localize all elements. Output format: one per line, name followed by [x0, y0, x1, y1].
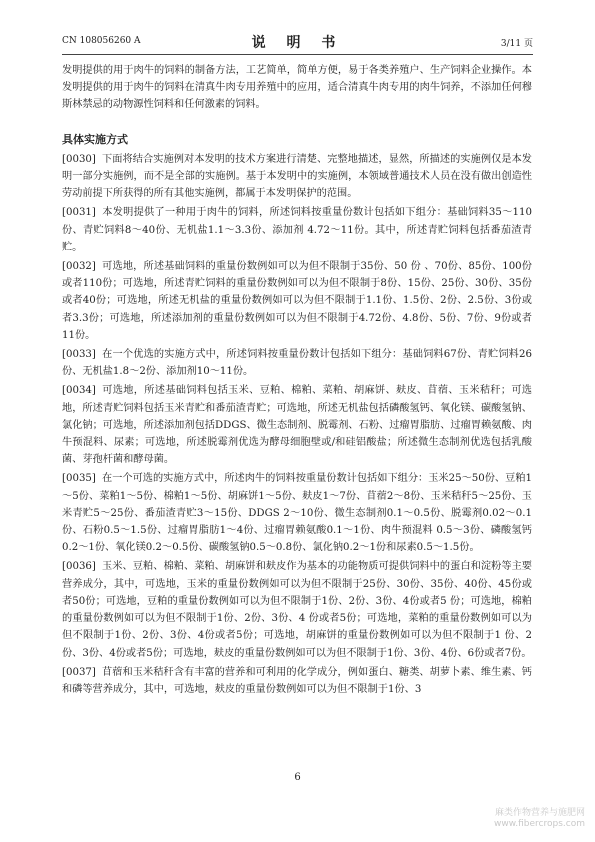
section-title: 具体实施方式 [62, 132, 128, 146]
patent-number: CN 108056260 A [62, 36, 141, 46]
watermark-site-name: 麻类作物营养与施肥网 [494, 808, 585, 818]
watermark [494, 808, 585, 830]
paragraph-number: [0030] [62, 153, 96, 165]
paragraph-text: 玉米、豆粕、棉粕、菜粕、胡麻饼和麸皮作为基本的功能物质可提供饲料中的蛋白和淀粉等主要营养成分，其中，可选地，玉米的重量份数例如可以为但不限制于25份、30份、35份、40份、45份或者50份；可选地，豆粕的重量份数例如可以为但不限制于1份、2份、3份、4份或者5 份；可选地，棉粕的重量份数例如可以为但不限制于1份、2份、3份、4 份或者5份；可选地，菜粕的重量份数例如可以为但不限制于1份、2份、3份、4份或者5份；可选地，胡麻饼的重量份数例如可以为但不限制于1 份、2份、3份、4份或者5份；可选地，麸皮的重量份数例如可以为但不限制于1份、3份、4份、6份或者7份。 [62, 561, 532, 659]
paragraph [62, 558, 532, 661]
paragraph-number: [0035] [62, 473, 96, 485]
paragraph-text: 在一个可选的实施方式中，所述肉牛的饲料按重量份数计包括如下组分：玉米25～50份、豆粕1～5份、菜粕1～5份、棉粕1～5份、胡麻饼1～5份、麸皮1～7份、苜蓿2～8份、玉米秸秆5～25份、玉米青贮5～25份、番茄渣青贮3～15份、DDGS 2～10份、微生态制剂0.1～0.5份、脱霉剂0.02～0.1份、石粉0.5～1.5份、过瘤胃脂肪1～4份、过瘤胃赖氨酸0.1～1份、肉牛预混料 0.5～3份、磷酸氢钙0.2～1份、氧化镁0.2～0.5份、碳酸氢钠0.5～0.8份、氯化钠0.2～1份和尿素0.5～1.5份。 [62, 473, 532, 554]
paragraph [62, 204, 532, 256]
page-number: 6 [294, 772, 301, 783]
paragraph [62, 382, 532, 468]
paragraph-text: 本发明提供了一种用于肉牛的饲料，所述饲料按重量份数计包括如下组分：基础饲料35～110份、青贮饲料8～40份、无机盐1.1～3.3份、添加剂 4.72～11份。其中，所述青贮饲料包括番茄渣青贮。 [62, 207, 532, 253]
intro-paragraph: 发明提供的用于肉牛的饲料的制备方法，工艺简单，简单方便，易于各类养殖户、生产饲料企业操作。本发明提供的用于肉牛的饲料在清真牛肉专用养殖中的应用，适合清真牛肉专用的肉牛饲养，不添加任何穆斯林禁忌的动物源性饲料和任何激素的饲料。 [62, 65, 532, 111]
paragraph-text: 苜蓿和玉米秸秆含有丰富的营养和可利用的化学成分，例如蛋白、糖类、胡萝卜素、维生素、钙和磷等营养成分，其中，可选地，麸皮的重量份数例如可以为但不限制于1份、3 [62, 666, 532, 695]
header-divider [62, 54, 533, 55]
paragraph [62, 664, 532, 698]
watermark-url: www.fibercrops.com [494, 819, 585, 829]
paragraph-text: 可选地，所述基础饲料的重量份数例如可以为但不限制于35份、50 份 、70份、85份、100份或者110份；可选地，所述青贮饲料的重量份数例如可以为但不限制于8份、15份、25份、30份、35份或者40份；可选地，所述无机盐的重量份数例如可以为但不限制于1.1份、1.5份、2份、2.5份、3份或者3.3份；可选地，所述添加剂的重量份数例如可以为但不限制于4.72份、4.8份、5份、7份、9份或者11份。 [62, 261, 532, 341]
paragraph [62, 258, 532, 344]
document-body [62, 62, 532, 700]
paragraph [62, 346, 532, 380]
paragraph-number: [0032] [62, 261, 96, 273]
paragraph-number: [0036] [62, 561, 96, 573]
paragraph-text: 在一个优选的实施方式中，所述饲料按重量份数计包括如下组分：基础饲料67份、青贮饲料26份、无机盐1.8～2份、添加剂10～11份。 [62, 349, 532, 378]
paragraph-number: [0033] [62, 349, 96, 361]
paragraph [62, 470, 532, 556]
paragraph-number: [0037] [62, 666, 96, 678]
document-title: 说 明 书 [251, 35, 344, 51]
paragraph-text: 下面将结合实施例对本发明的技术方案进行清楚、完整地描述，显然，所描述的实施例仅是本发明一部分实施例，而不是全部的实施例。基于本发明中的实施例，本领域普通技术人员在没有做出创造性劳动前提下所获得的所有其他实施例，都属于本发明保护的范围。 [62, 153, 532, 200]
paragraph-number: [0031] [62, 207, 96, 219]
paragraph-number: [0034] [62, 385, 96, 397]
paragraph [62, 151, 532, 203]
paragraph-text: 可选地，所述基础饲料包括玉米、豆粕、棉粕、菜粕、胡麻饼、麸皮、苜蓿、玉米秸秆；可选地，所述青贮饲料包括玉米青贮和番茄渣青贮；可选地，所述无机盐包括磷酸氢钙、氧化镁、碳酸氢钠、氯化钠；可选地，所述添加剂包括DDGS、微生态制剂、脱霉剂、石粉、过瘤胃脂肪、过瘤胃赖氨酸、肉牛预混料、尿素；可选地，所述脱霉剂优选为酵母细胞壁或/和硅铝酸盐；所述微生态制剂优选包括乳酸菌、芽孢杆菌和酵母菌。 [62, 385, 532, 466]
page-info: 3/11 页 [500, 39, 533, 49]
page-header [62, 32, 533, 52]
